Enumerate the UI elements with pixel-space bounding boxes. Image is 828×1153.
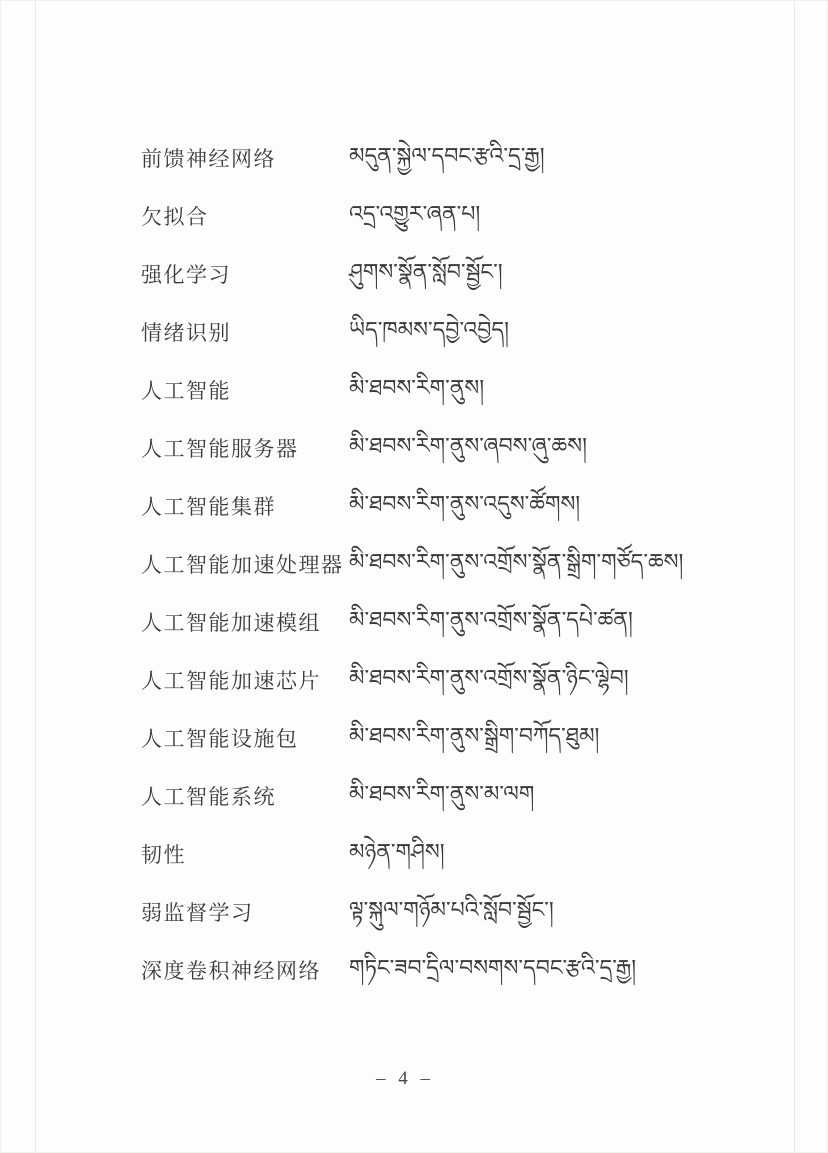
term-tibetan: མི་ཐབས་རིག་ནུས་འདུས་ཚོགས། — [349, 492, 581, 517]
term-tibetan: ལྟ་སྐུལ་གཉོམ་པའི་སློབ་སྦྱོང་། — [349, 898, 554, 923]
term-tibetan: མི་ཐབས་རིག་ནུས་མ་ལག — [349, 782, 535, 807]
scan-edge-right — [794, 1, 795, 1152]
glossary-row — [141, 724, 767, 785]
term-chinese: 人工智能服务器 — [141, 437, 299, 461]
term-chinese: 人工智能集群 — [141, 495, 276, 519]
term-chinese: 人工智能加速处理器 — [141, 553, 344, 577]
term-chinese: 欠拟合 — [141, 205, 209, 229]
term-tibetan: མི་ཐབས་རིག་ནུས། — [349, 376, 485, 401]
glossary-row — [141, 260, 767, 321]
glossary-row — [141, 550, 767, 611]
term-tibetan: འདྲ་འགྱུར་ཞན་པ། — [349, 202, 481, 227]
term-chinese: 人工智能设施包 — [141, 727, 299, 751]
term-chinese: 弱监督学习 — [141, 901, 254, 925]
glossary-row — [141, 956, 767, 1017]
term-tibetan: མི་ཐབས་རིག་ནུས་འགྲོས་སྣོན་སྒྲིག་གཙོད་ཆས། — [349, 550, 684, 575]
glossary-term-list — [141, 144, 767, 1017]
term-chinese: 前馈神经网络 — [141, 147, 276, 171]
page-number: – 4 – — [376, 1068, 434, 1089]
term-tibetan: མི་ཐབས་རིག་ནུས་ཞབས་ཞུ་ཆས། — [349, 434, 587, 459]
glossary-row — [141, 318, 767, 379]
term-tibetan: གཏིང་ཟབ་དྲིལ་བསགས་དབང་རྩའི་དྲ་རྒྱ། — [349, 956, 637, 981]
glossary-row — [141, 492, 767, 553]
glossary-row — [141, 666, 767, 727]
glossary-row — [141, 898, 767, 959]
glossary-row — [141, 144, 767, 205]
term-tibetan: ཡིད་ཁམས་དབྱེ་འབྱེད། — [349, 318, 510, 343]
term-tibetan: ཤུགས་སྣོན་སློབ་སྦྱོང་། — [349, 260, 503, 285]
term-chinese: 韧性 — [141, 843, 186, 867]
term-chinese: 人工智能系统 — [141, 785, 276, 809]
term-tibetan: མཉེན་གཤིས། — [349, 840, 445, 865]
glossary-row — [141, 782, 767, 843]
term-chinese: 人工智能 — [141, 379, 231, 403]
term-chinese: 情绪识别 — [141, 321, 231, 345]
term-tibetan: མི་ཐབས་རིག་ནུས་སྒྲིག་བཀོད་ཐུམ། — [349, 724, 600, 749]
glossary-row — [141, 840, 767, 901]
glossary-row — [141, 376, 767, 437]
scan-edge-left — [35, 1, 36, 1152]
glossary-row — [141, 608, 767, 669]
term-chinese: 深度卷积神经网络 — [141, 959, 321, 983]
term-chinese: 人工智能加速芯片 — [141, 669, 321, 693]
term-tibetan: མི་ཐབས་རིག་ནུས་འགྲོས་སྣོན་དཔེ་ཚན། — [349, 608, 633, 633]
term-chinese: 强化学习 — [141, 263, 231, 287]
term-tibetan: མདུན་སྐྱེལ་དབང་རྩའི་དྲ་རྒྱ། — [349, 144, 545, 169]
term-tibetan: མི་ཐབས་རིག་ནུས་འགྲོས་སྣོན་ཉིང་ལྷེབ། — [349, 666, 629, 691]
glossary-row — [141, 434, 767, 495]
term-chinese: 人工智能加速模组 — [141, 611, 321, 635]
glossary-row — [141, 202, 767, 263]
